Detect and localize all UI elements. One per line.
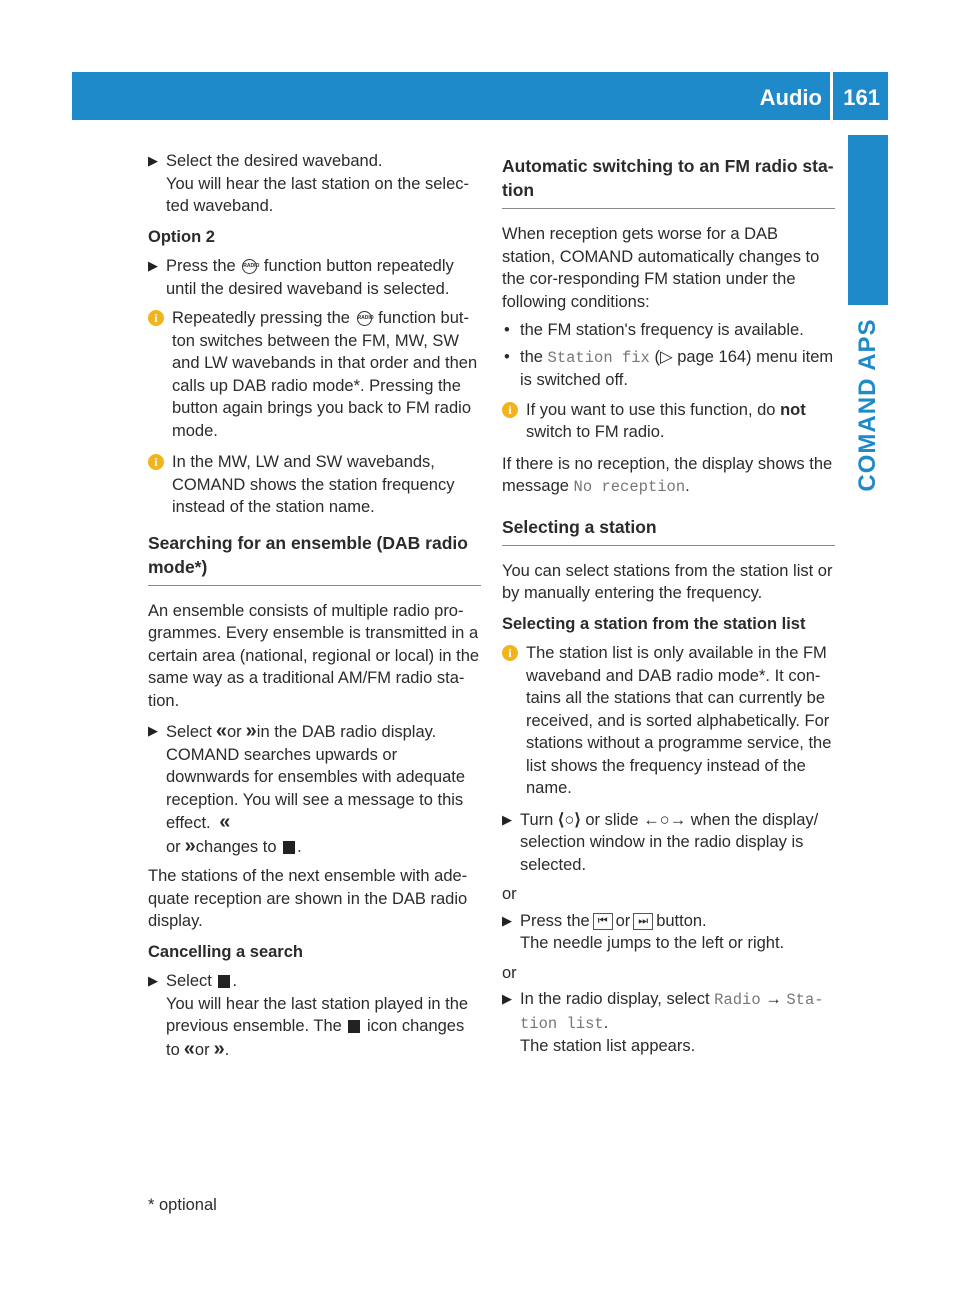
footer-note: * optional [148, 1196, 217, 1214]
slide-controller-icon: ←○→ [643, 810, 687, 829]
side-label: COMAND APS [854, 318, 881, 492]
note-not-fm: i If you want to use this function, do not switch to FM radio. [502, 399, 835, 444]
select-station-paragraph: You can select stations from the station list or by manually entering the frequency. [502, 561, 833, 602]
info-icon: i [502, 645, 518, 661]
step-arrow-icon: ▶ [148, 973, 158, 988]
note-mw-lw-sw: i In the MW, LW and SW wavebands, COMAND shows the station frequency instead of the station name. [148, 451, 481, 519]
step-arrow-icon: ▶ [502, 912, 512, 928]
radio-button-icon: RADIO [242, 259, 257, 274]
station-list-heading: Selecting a station from the station list [502, 614, 806, 633]
info-icon: i [502, 402, 518, 418]
seek-forward-icon: » [245, 720, 253, 742]
step-select-waveband: ▶ Select the desired waveband. You will hear the last station on the selec-ted waveband. [148, 152, 469, 215]
seek-back-icon: « [183, 1037, 191, 1060]
section-heading-select-station: Selecting a station [502, 515, 835, 546]
or-label: or [502, 963, 517, 982]
auto-switch-paragraph: When reception gets worse for a DAB station, COMAND automatically changes to the cor-responding FM station under the following conditions: [502, 225, 820, 311]
step-cancel-search: ▶ Select . You will hear the last station played in the previous ensemble. The icon changes to « or » . [148, 972, 469, 1060]
section-title: Audio [759, 85, 822, 110]
turn-controller-icon: ⟨○⟩ [557, 810, 581, 829]
ensemble-paragraph: An ensemble consists of multiple radio pro-grammes. Every ensemble is transmitted in a certain area (national, regional or local) in the same way as a traditional AM/FM radio sta-tion. [148, 601, 480, 710]
step-turn-controller: ▶ Turn ⟨○⟩ or slide ←○→ when the display/ selection window in the radio display is selected. [502, 810, 819, 874]
no-reception-paragraph: If there is no reception, the display shows the message No reception. [502, 454, 833, 496]
step-press-radio: ▶ Press the RADIO function button repeatedly until the desired waveband is selected. [148, 257, 454, 298]
seek-back-icon: « [219, 811, 227, 833]
stop-icon [283, 841, 295, 854]
bullet-station-fix: • the Station fix (▷ page 164) menu item is switched off. [504, 347, 834, 389]
skip-back-icon: ⏮ [593, 913, 613, 930]
step-select-seek: ▶ Select « or » in the DAB radio display. COMAND searches upwards or downwards for ensembles with adequate reception. You will see a message to this effect. « or » changes to . [148, 720, 466, 857]
radio-button-icon: RADIO [357, 311, 372, 326]
note-station-list: i The station list is only available in the FM waveband and DAB radio mode*. It con-tains all the stations that can currently be received, and is sorted alphabetically. For stations without a programme service, the list shows the frequency instead of the name. [502, 642, 835, 800]
step-press-skip: ▶ Press the ⏮ or ⏭ button. The needle jumps to the left or right. [502, 911, 785, 952]
next-ensemble-paragraph: The stations of the next ensemble with ade-quate reception are shown in the DAB radio display. [148, 867, 468, 930]
info-icon: i [148, 310, 164, 326]
or-label: or [502, 885, 517, 903]
left-column [148, 150, 481, 1068]
header-bar [72, 72, 888, 120]
option-heading: Option 2 [148, 227, 215, 246]
bullet-frequency: • the FM station's frequency is available. [504, 321, 804, 339]
section-heading-ensemble: Searching for an ensemble (DAB radio mode*) [148, 531, 481, 586]
step-arrow-icon: ▶ [148, 153, 158, 168]
section-heading-auto-switch: Automatic switching to an FM radio sta-tion [502, 154, 835, 209]
side-tab [848, 135, 888, 305]
step-arrow-icon: ▶ [148, 723, 158, 738]
seek-back-icon: « [215, 720, 223, 742]
step-arrow-icon: ▶ [502, 991, 512, 1006]
header-separator [830, 72, 833, 120]
stop-icon [218, 975, 230, 988]
note-waveband-cycle: i Repeatedly pressing the RADIO function but-ton switches between the FM, MW, SW and LW wavebands in that order and then calls up DAB radio mode*. Pressing the button again brings you back to FM radio mode. [148, 307, 481, 442]
step-radio-menu: ▶ In the radio display, select Radio → Sta-tion list. The station list appears. [502, 990, 824, 1055]
right-column [502, 150, 835, 1065]
info-icon: i [148, 454, 164, 470]
step-arrow-icon: ▶ [502, 811, 512, 827]
seek-forward-icon: » [213, 1037, 221, 1060]
cancel-heading: Cancelling a search [148, 942, 303, 961]
step-arrow-icon: ▶ [148, 258, 158, 273]
skip-forward-icon: ⏭ [633, 913, 653, 930]
page-number: 161 [843, 85, 880, 110]
stop-icon [348, 1020, 360, 1033]
seek-forward-icon: » [184, 834, 192, 857]
